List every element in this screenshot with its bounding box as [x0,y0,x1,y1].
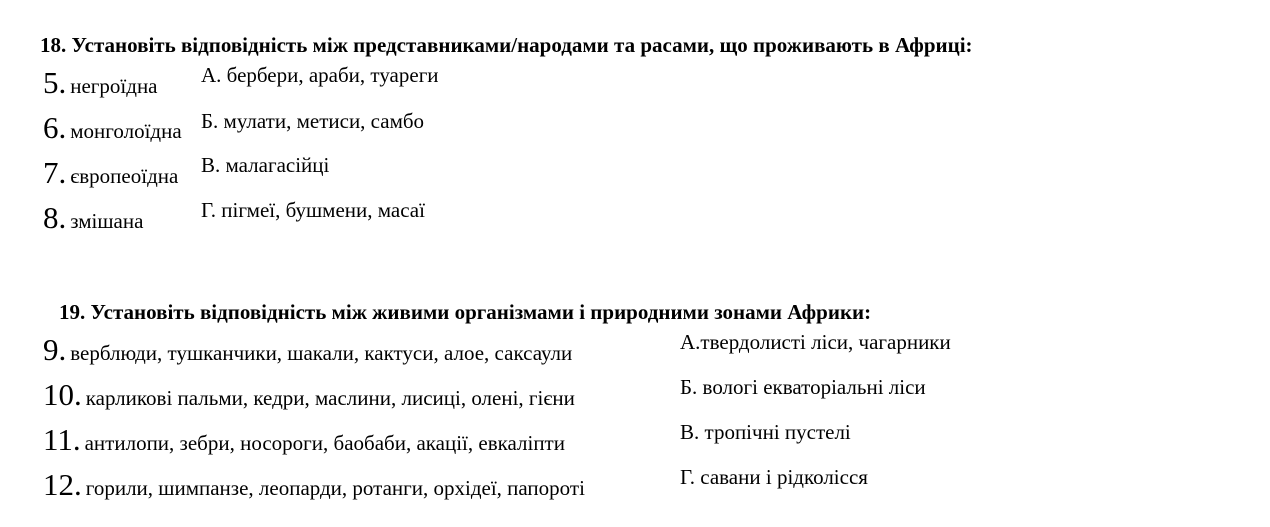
item-number: 10. [43,377,82,412]
item-number: 5. [43,65,67,100]
q19-right-option-b: Б. вологі екваторіальні ліси [680,375,926,399]
q19-right-option-v: В. тропічні пустелі [680,420,851,444]
item-number: 7. [43,155,67,190]
q18-left-item-6 [43,112,182,143]
question-18-heading: 18. Установіть відповідність між представниками/народами та расами, що проживають в Африці: [40,33,973,57]
item-number: 12. [43,467,82,502]
item-number: 11. [43,422,81,457]
item-text: горили, шимпанзе, леопарди, ротанги, орхідеї, папороті [85,476,585,500]
item-text: європеоїдна [70,164,179,188]
item-number: 8. [43,200,67,235]
q18-right-option-a: А. бербери, араби, туареги [201,63,439,87]
q19-left-item-11 [43,424,565,455]
q18-left-item-5 [43,67,158,98]
q19-right-option-g: Г. савани і рідколісся [680,465,868,489]
q18-right-option-g: Г. пігмеї, бушмени, масаї [201,198,425,222]
item-number: 9. [43,332,67,367]
q19-left-item-12 [43,469,585,500]
item-text: антилопи, зебри, носороги, баобаби, акації, евкаліпти [84,431,565,455]
q19-right-option-a: А.твердолисті ліси, чагарники [680,330,951,354]
item-text: негроїдна [70,74,158,98]
item-text: верблюди, тушканчики, шакали, кактуси, алое, саксаули [70,341,573,365]
q19-left-item-9 [43,334,572,365]
q19-left-item-10 [43,379,575,410]
q18-left-item-8 [43,202,143,233]
item-number: 6. [43,110,67,145]
question-19-heading: 19. Установіть відповідність між живими організмами і природними зонами Африки: [59,300,872,324]
item-text: карликові пальми, кедри, маслини, лисиці, олені, гієни [85,386,575,410]
q18-right-option-v: В. малагасійці [201,153,330,177]
item-text: монголоїдна [70,119,182,143]
item-text: змішана [70,209,144,233]
q18-right-option-b: Б. мулати, метиси, самбо [201,109,425,133]
q18-left-item-7 [43,157,178,188]
